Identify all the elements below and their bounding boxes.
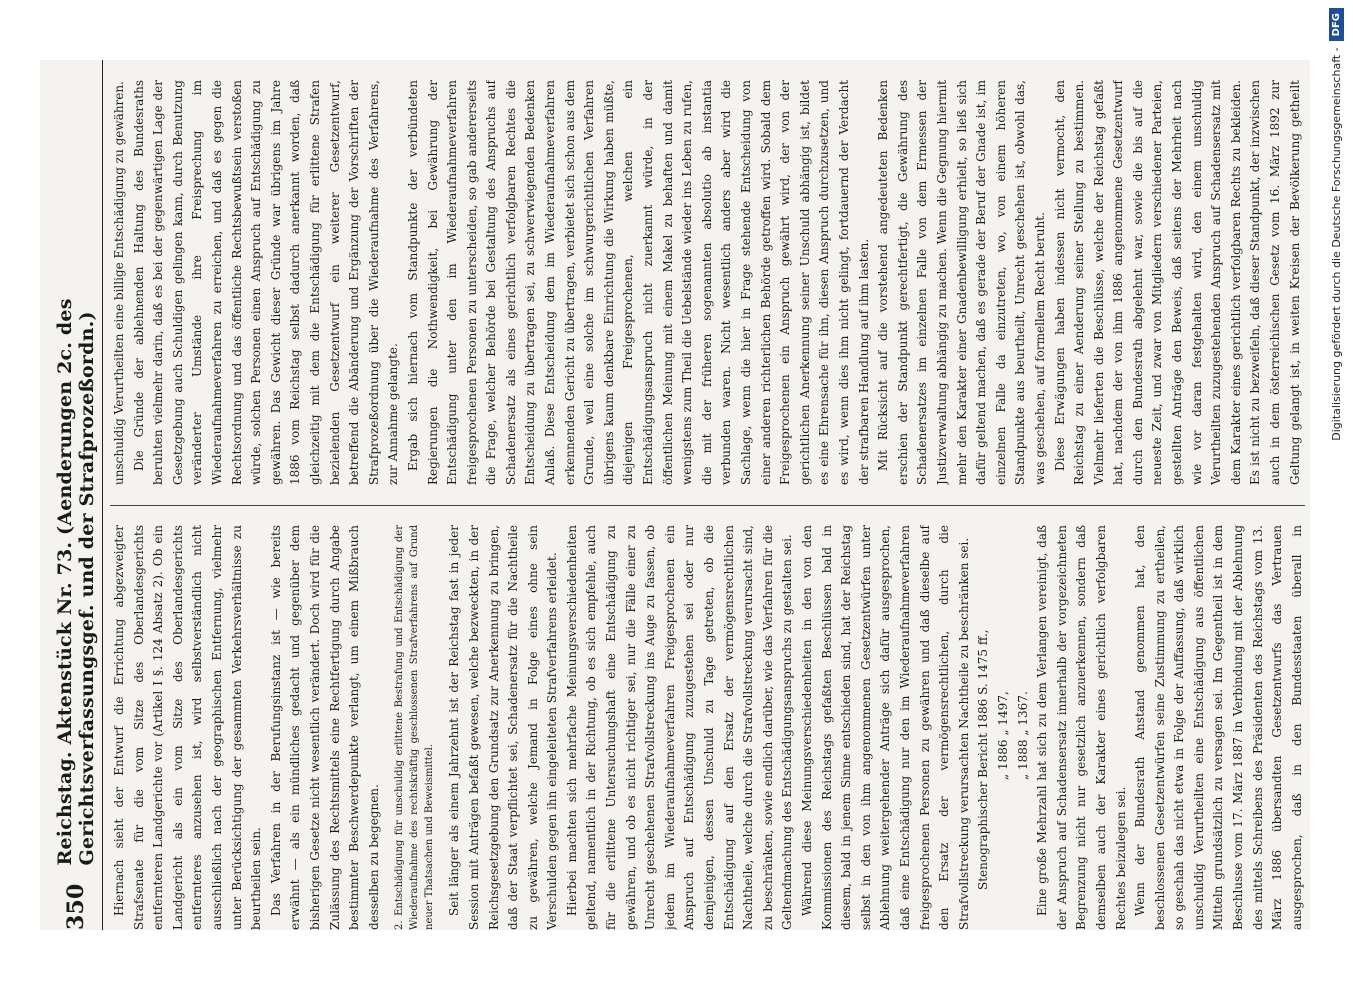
paragraph: Mit Rücksicht auf die vorstehend angedeuteten Bedenken erschien der Standpunkt gerechtfertigt, die Gewährung des Schadenersatzes im einzelnen Falle von dem Ermessen der Justizverwaltung abhängig zu machen. Wenn die Gegnung hiermit mehr den Karakter einer Gnadenbewilligung erhielt, so ließ sich dafür geltend machen, daß es gerade der Beruf der Gnade ist, im einzelnen Falle da einzutreten, wo, von einem höheren Standpunkte aus beurtheilt, Unrecht geschehen ist, obwohl das, was geschehen, auf formellem Recht beruht. — [876, 80, 1047, 485]
dfg-logo: DFG — [1329, 8, 1344, 41]
page-header — [50, 60, 102, 930]
scanned-page — [40, 60, 1310, 930]
running-title: Reichstag. Aktenstück Nr. 73. (Aenderungen 2c. des Gerichtsverfassungsgef. und der Strafprozeßordn.) — [54, 298, 98, 866]
paragraph: Ergab sich hiernach vom Standpunkte der verbündeten Regierungen die Nothwendigkeit, bei Gewährung der Entschädigung unter den im Wiederaufnahmeverfahren freigesprochenen Personen zu unterscheiden, so gab andererseits die Frage, welcher Behörde bei Gestaltung des Anspruchs auf Schadenersatz als eines gerichtlich verfolgbaren Rechtes die Entscheidung zu übertragen sei, zu schwerwiegenden Bedenken Anlaß. Diese Entscheidung dem im Wiederaufnahmeverfahren erkennenden Gericht zu übertragen, verbietet sich schon aus dem Grunde, weil eine solche im schwurgerichtlichen Verfahren übrigens kaum denkbare Einrichtung die Wirkung haben müßte, diejenigen Freigesprochenen, welchen ein Entschädigungsanspruch nicht zuerkannt würde, in der öffentlichen Meinung mit einem Makel zu behaften und damit wenigstens zum Theil die Uebelstände wieder ins Leben zu rufen, die mit der früheren sogenannten absolutio ab instantia verbunden waren. Nicht wesentlich anders aber wird die Sachlage, wenn die hier in Frage stehende Entscheidung von einer anderen richterlichen Behörde getroffen wird. Sobald dem Freigesprochenen ein Anspruch gewährt wird, der von der gerichtlichen Anerkennung seiner Unschuld abhängig ist, bildet es eine Ehrensache für ihn, diesen Anspruch durchzusetzen, und es wird, wenn dies ihm nicht gelingt, fortdauernd der Verdacht der strafbaren Handlung auf ihm lasten. — [405, 80, 871, 485]
paragraph: Wenn der Bundesrath Anstand genommen hat, den beschlossenen Gesetzentwürfen seine Zustimmung zu ertheilen, so geschah das nicht etwa in Folge der Auffassung, daß wirklich unschuldig Verurtheilten eine Entschädigung aus öffentlichen Mitteln grundsätzlich zu versagen sei. Im Gegentheil ist in dem Beschlusse vom 17. März 1887 in Verbindung mit der Ablehnung des mittels Schreibens des Präsidenten des Reichstags vom 13. März 1886 übersandten Gesetzentwurfs das Vertrauen ausgesprochen, daß in den Bundesstaaten überall in — [1133, 525, 1304, 930]
stat-reference: „ 1888 „ 1367. — [1015, 691, 1030, 780]
page-number: 350 — [63, 883, 89, 930]
stat-reference: „ 1886 „ 1497, — [995, 691, 1010, 780]
paragraph: Seit länger als einem Jahrzehnt ist der Reichstag fast in jeder Session mit Anträgen befaßt gewesen, welche bezweckten, in der Reichsgesetzgebung den Grundsatz zur Anerkennung zu bringen, daß der Staat verpflichtet sei, Schadenersatz für die Nachtheile zu gewähren, welche Jemand in Folge eines ohne sein Verschulden gegen ihn eingeleiteten Strafverfahrens erleidet. — [447, 525, 560, 930]
column-left — [110, 525, 1305, 930]
paragraph: Die Gründe der ablehnenden Haltung des Bundesraths beruhten vielmehr darin, daß es bei der gegenwärtigen Lage der Gesetzgebung auch Schuldigen gelingen kann, durch Benutzung veränderter Umstände ihre Freisprechung im Wiederaufnahmeverfahren zu erreichen, und daß es gegen die Rechtsordnung und das öffentliche Rechtsbewußtsein verstoßen würde, solchen Personen einen Anspruch auf Entschädigung zu gewähren. Das Gewicht dieser Gründe war übrigens im Jahre 1886 vom Reichstag selbst dadurch anerkannt worden, daß gleichzeitig mit dem die Entschädigung für erlittene Strafen bezielenden Gesetzentwurf ein weiterer Gesetzentwurf, betreffend die Abänderung und Ergänzung der Vorschriften der Strafprozeßordnung über die Wiederaufnahme des Verfahrens, zur Annahme gelangte. — [131, 80, 401, 485]
stat-reference: Stenographischer Bericht 1886 S. 1475 ff., — [976, 629, 991, 890]
paragraph: Hiernach sieht der Entwurf die Errichtung abgezweigter Strafsenate für die vom Sitze des Oberlandesgerichts entfernteren Landgerichte vor (Artikel I §. 124 Absatz 2). Ob ein Landgericht als ein vom Sitze des Oberlandesgerichts entfernteres anzusehen ist, wird selbstverständlich nicht ausschließlich nach der geographischen Entfernung, vielmehr unter Berücksichtigung der gesammten Verkehrsverhältnisse zu beurtheilen sein. — [112, 525, 264, 930]
column-divider — [110, 505, 1305, 506]
paragraph: unschuldig Verurtheilten eine billige Entschädigung zu gewähren. — [112, 81, 126, 485]
section-heading: 2. Entschädigung für unschuldig erlittene Bestrafung und Entschädigung der Wiederaufnahme des rechtskräftig geschlossenen Strafverfahrens auf Grund neuer Thatsachen und Beweismittel. — [394, 525, 436, 930]
page-content — [40, 60, 1310, 930]
funding-notice-text: Digitalisierung gefördert durch die Deutsche Forschungsgemeinschaft - — [1329, 47, 1343, 441]
paragraph: Das Verfahren in der Berufungsinstanz ist — wie bereits erwähnt — als ein mündliches gedacht und gegenüber dem bisherigen Gesetze nicht wesentlich verändert. Doch wird für die Zulässung des Rechtsmittels eine Rechtfertigung durch Angabe bestimmter Beschwerdepunkte verlangt, um einem Mißbrauch desselben zu begegnen. — [268, 525, 381, 930]
paragraph: Hierbei machten sich mehrfache Meinungsverschiedenheiten geltend, namentlich in der Richtung, ob es sich empfehle, auch für die erlittene Untersuchungshaft eine Entschädigung zu gewähren, und ob es nicht richtiger sei, nur die Fälle einer zu Unrecht geschehenen Strafvollstreckung ins Auge zu fassen, ob jedem im Wiederaufnahmeverfahren Freigesprochenen ein Anspruch auf Entschädigung zuzugestehen sei oder nur demjenigen, dessen Unschuld zu Tage getreten, ob die Entschädigung auf den Ersatz der vermögensrechtlichen Nachtheile, welche durch die Strafvollstreckung verursacht sind, zu beschränken, sowie endlich darüber, wie das Verfahren für die Geltendmachung des Entschädigungsanspruchs zu gestalten sei. — [564, 525, 795, 930]
paragraph: Diese Erwägungen haben indessen nicht vermocht, den Reichstag zu einer Aenderung seiner Stellung zu bestimmen. Vielmehr lieferten die Beschlüsse, welche der Reichstag gefaßt hat, nachdem der von ihm 1886 angenommene Gesetzentwurf durch den Bundesrath abgelehnt war, sowie die bis auf die neueste Zeit, und zwar von Mitgliedern verschiedener Parteien, gestellten Anträge den Beweis, daß seitens der Mehrheit nach wie vor daran festgehalten wird, den einem unschuldig Verurtheilten zuzugestehenden Anspruch auf Schadensersatz mit dem Karakter eines gerichtlich verfolgbaren Rechts zu bekleiden. Es ist nicht zu bezweifeln, daß dieser Standpunkt, der inzwischen auch in dem österreichischen Gesetz vom 16. März 1892 zur Geltung gelangt ist, in weiten Kreisen der Bevölkerung getheilt — [1052, 80, 1302, 485]
column-right — [110, 80, 1305, 485]
digitization-notice — [1325, 8, 1347, 998]
paragraph: Während diese Meinungsverschiedenheiten in den von den Kommissionen des Reichstags gefaßten Beschlüssen bald in diesem, bald in jenem Sinne entschieden sind, hat der Reichstag selbst in den von ihm angenommenen Gesetzentwürfen unter Ablehnung weitergehender Anträge sich dafür ausgesprochen, daß eine Entschädigung nur den im Wiederaufnahmeverfahren freigesprochenen Personen zu gewähren und daß dieselbe auf den Ersatz der vermögensrechtlichen, durch die Strafvollstreckung verursachten Nachtheile zu beschränken sei. — [800, 525, 971, 930]
header-rule — [102, 60, 103, 930]
paragraph: Eine große Mehrzahl hat sich zu dem Verlangen vereinigt, daß der Anspruch auf Schadensersatz innerhalb der vorgezeichneten Begrenzung nicht nur gesetzlich anzuerkennen, sondern daß demselben auch der Karakter eines gerichtlich verfolgbaren Rechtes beizulegen sei. — [1035, 525, 1128, 930]
